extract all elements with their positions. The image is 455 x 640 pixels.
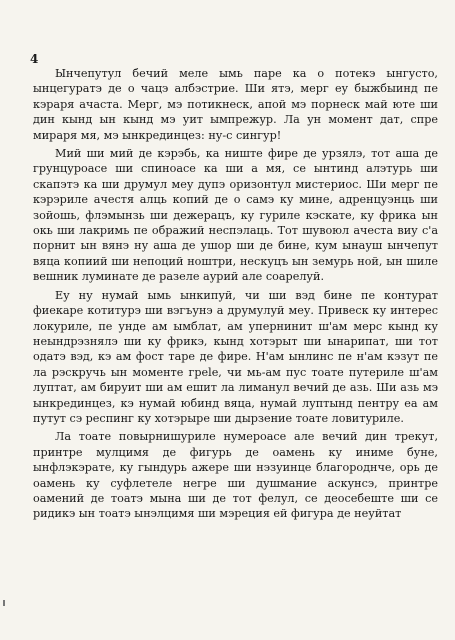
paragraph: Ла тоате повырнишуриле нумероасе але вечий дин трекут, принтре мулцимя де фигурь де оамень ку иниме буне, ынфлэкэрате, ку гындурь ажере ши нэзуинце благороднче, орь де оамень ку суфлетеле негре ши душмание аскунсэ, принтре оамений де тоатэ мына ши де тот фелул, се деосебеште ши се ридикэ ын тоатэ ынэлцимя ши мэреция ей фигура де неуйтат xyxy=(33,430,438,521)
paragraph: Мий ши мий де кэрэбь, ка ниште фире де урзялэ, тот аша де грунцуроасе ши спиноасе ка ши а мя, се ынтинд алэтурь ши скапэтэ ка ши друмул меу дупэ оризонтул мистериос. Ши мерг пе кэрэриле ачестя алць копий де о самэ ку мине, адренцуэнць ши зойошь, флэмынзь ши дежерацъ, ку гуриле кэскате, ку фрика ын окь ши лакримь пе ображий неспэлаць. Тот шувоюл ачеста виу с'а порнит ын вянэ ну аша де ушор ши де бине, кум ынауш ынчепут вяца копиий ши непоций ноштри, нескуцъ ын земурь ной, ын шиле вешник луминате де разеле аурий але соарелуй. xyxy=(33,147,438,284)
paragraph: Еу ну нумай ымь ынкипуй, чи ши вэд бине пе контурат фиекаре котитурэ ши вэгъунэ а друмулуй меу. Привеск ку интерес локуриле, пе унде ам ымблат, ам упернинит ш'ам мерс кынд ку неындрэзнялэ ши ку фрикэ, кынд хотэрыт ши ынарипат, ши тот одатэ вэд, кэ ам фост таре де фире. Н'ам ынлинс пе н'ам кэзут пе ла рэскручь ын моменте грele, чи мь-ам пус тоате путериле ш'ам луптат, ам бируит ши ам ешит ла лиманул вечий де азь. Ши азь мэ ынкрединцез, кэ нумай юбинд вяца, нумай луптынд пентру еа ам путут сэ респинг ку хотэрыре ши дырзение тоате ловитуриле. xyxy=(33,288,438,425)
page-number: 4 xyxy=(30,52,39,66)
body-text xyxy=(33,66,438,524)
paragraph: Ынчепутул бечий меле ымь паре ка о потекэ ынгусто, ынцегуратэ де о чацэ албэстрие. Ши ятэ, мерг еу быжбыинд пе кэраря ачаста. Мерг, мэ потикнеск, апой мэ порнеск май юте ши дин кынд ын кынд мэ уит ымпрежур. Ла ун момент дат, спре мираря мя, мэ ынкрединцез: ну-с сингур! xyxy=(33,67,438,142)
page-edge-mark xyxy=(3,600,5,606)
